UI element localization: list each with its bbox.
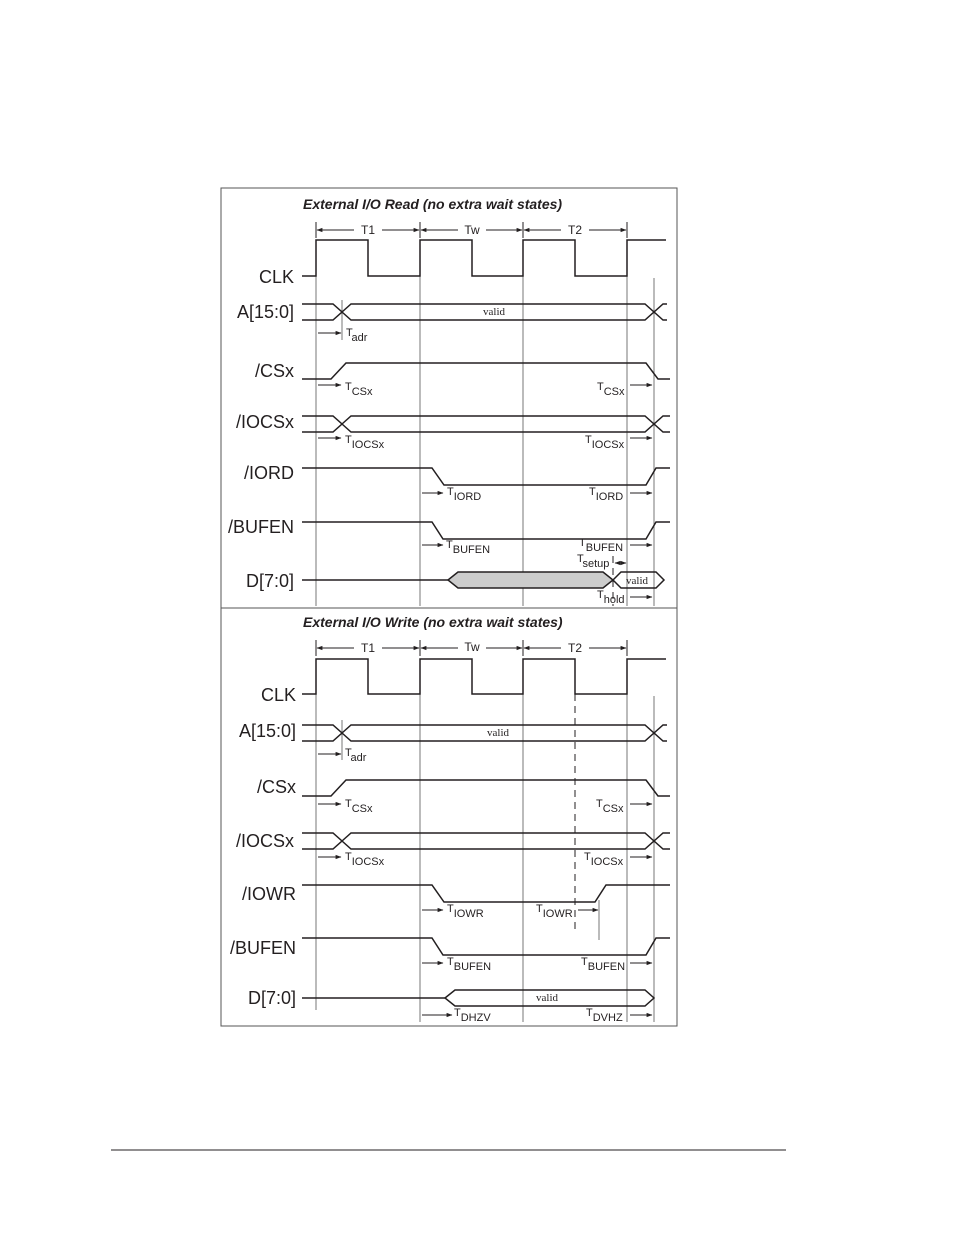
write-iowr-waveform <box>302 885 670 902</box>
read-timing-hold: Thold <box>597 589 625 606</box>
read-iord-waveform <box>302 468 670 485</box>
read-timing-bufen-fall: TBUFEN <box>446 539 491 556</box>
write-signal-csx: /CSx <box>256 777 296 797</box>
read-timing-iord-rise: TIORD <box>589 486 624 503</box>
write-csx-waveform <box>302 780 670 796</box>
write-clk-waveform <box>302 659 666 694</box>
read-csx-waveform <box>302 363 670 379</box>
write-timing-dvhz: TDVHZ <box>586 1007 623 1024</box>
read-period-markers <box>316 222 627 238</box>
read-timing-iord-fall: TIORD <box>447 486 482 503</box>
write-iocsx-waveform <box>302 833 670 849</box>
read-iocsx-waveform <box>302 416 670 432</box>
read-timing-setup: Tsetup <box>577 553 610 570</box>
write-period-tw: Tw <box>464 640 480 654</box>
write-signal-bufen: /BUFEN <box>229 938 296 958</box>
write-signal-iocsx: /IOCSx <box>235 831 294 851</box>
write-timing-bufen-rise: TBUFEN <box>581 956 626 973</box>
write-timing-dhzv: TDHZV <box>454 1007 491 1024</box>
read-title: External I/O Read (no extra wait states) <box>303 196 563 212</box>
write-timing-iowr-fall: TIOWR <box>447 903 484 920</box>
write-timing-csx-rise: TCSx <box>596 798 624 815</box>
read-timing-adr: Tadr <box>346 327 368 344</box>
read-timing-bufen-rise: TBUFEN <box>579 537 624 554</box>
write-address-waveform <box>302 725 667 741</box>
write-panel <box>230 614 670 1024</box>
write-bufen-waveform <box>302 938 670 955</box>
write-timing-csx-fall: TCSx <box>345 798 373 815</box>
write-title: External I/O Write (no extra wait states) <box>303 614 563 630</box>
read-data-valid-label: valid <box>626 575 648 587</box>
write-signal-data: D[7:0] <box>247 988 296 1008</box>
read-clk-waveform <box>302 240 666 276</box>
write-period-markers <box>316 640 627 656</box>
read-data-bus <box>448 572 613 588</box>
write-signal-iowr: /IOWR <box>242 884 296 904</box>
write-data-valid-label: valid <box>536 992 558 1004</box>
read-period-tw: Tw <box>464 223 480 237</box>
write-timing-iocsx-rise: TIOCSx <box>584 851 624 868</box>
read-signal-bufen: /BUFEN <box>227 517 294 537</box>
write-timing-iowr-rise: TIOWR <box>536 903 573 920</box>
read-signal-iocsx: /IOCSx <box>235 412 294 432</box>
read-panel <box>228 196 670 606</box>
read-signal-csx: /CSx <box>254 361 294 381</box>
write-signal-address: A[15:0] <box>238 721 296 741</box>
read-signal-address: A[15:0] <box>236 302 294 322</box>
write-timing-bufen-fall: TBUFEN <box>447 956 492 973</box>
read-period-t2: T2 <box>567 223 583 237</box>
read-timing-csx-fall: TCSx <box>345 381 373 398</box>
read-signal-iord: /IORD <box>243 463 294 483</box>
read-timing-csx-rise: TCSx <box>597 381 625 398</box>
read-signal-data: D[7:0] <box>245 571 294 591</box>
read-timing-iocsx-rise: TIOCSx <box>585 434 625 451</box>
read-timing-iocsx-fall: TIOCSx <box>345 434 385 451</box>
write-signal-clk: CLK <box>260 685 296 705</box>
read-period-t1: T1 <box>360 223 376 237</box>
read-signal-clk: CLK <box>258 267 294 287</box>
write-timing-adr: Tadr <box>345 747 367 764</box>
write-address-valid-label: valid <box>487 727 509 739</box>
write-period-t2: T2 <box>567 641 583 655</box>
write-period-t1: T1 <box>360 641 376 655</box>
write-timing-iocsx-fall: TIOCSx <box>345 851 385 868</box>
read-address-valid-label: valid <box>483 306 505 318</box>
read-bufen-waveform <box>302 522 670 539</box>
